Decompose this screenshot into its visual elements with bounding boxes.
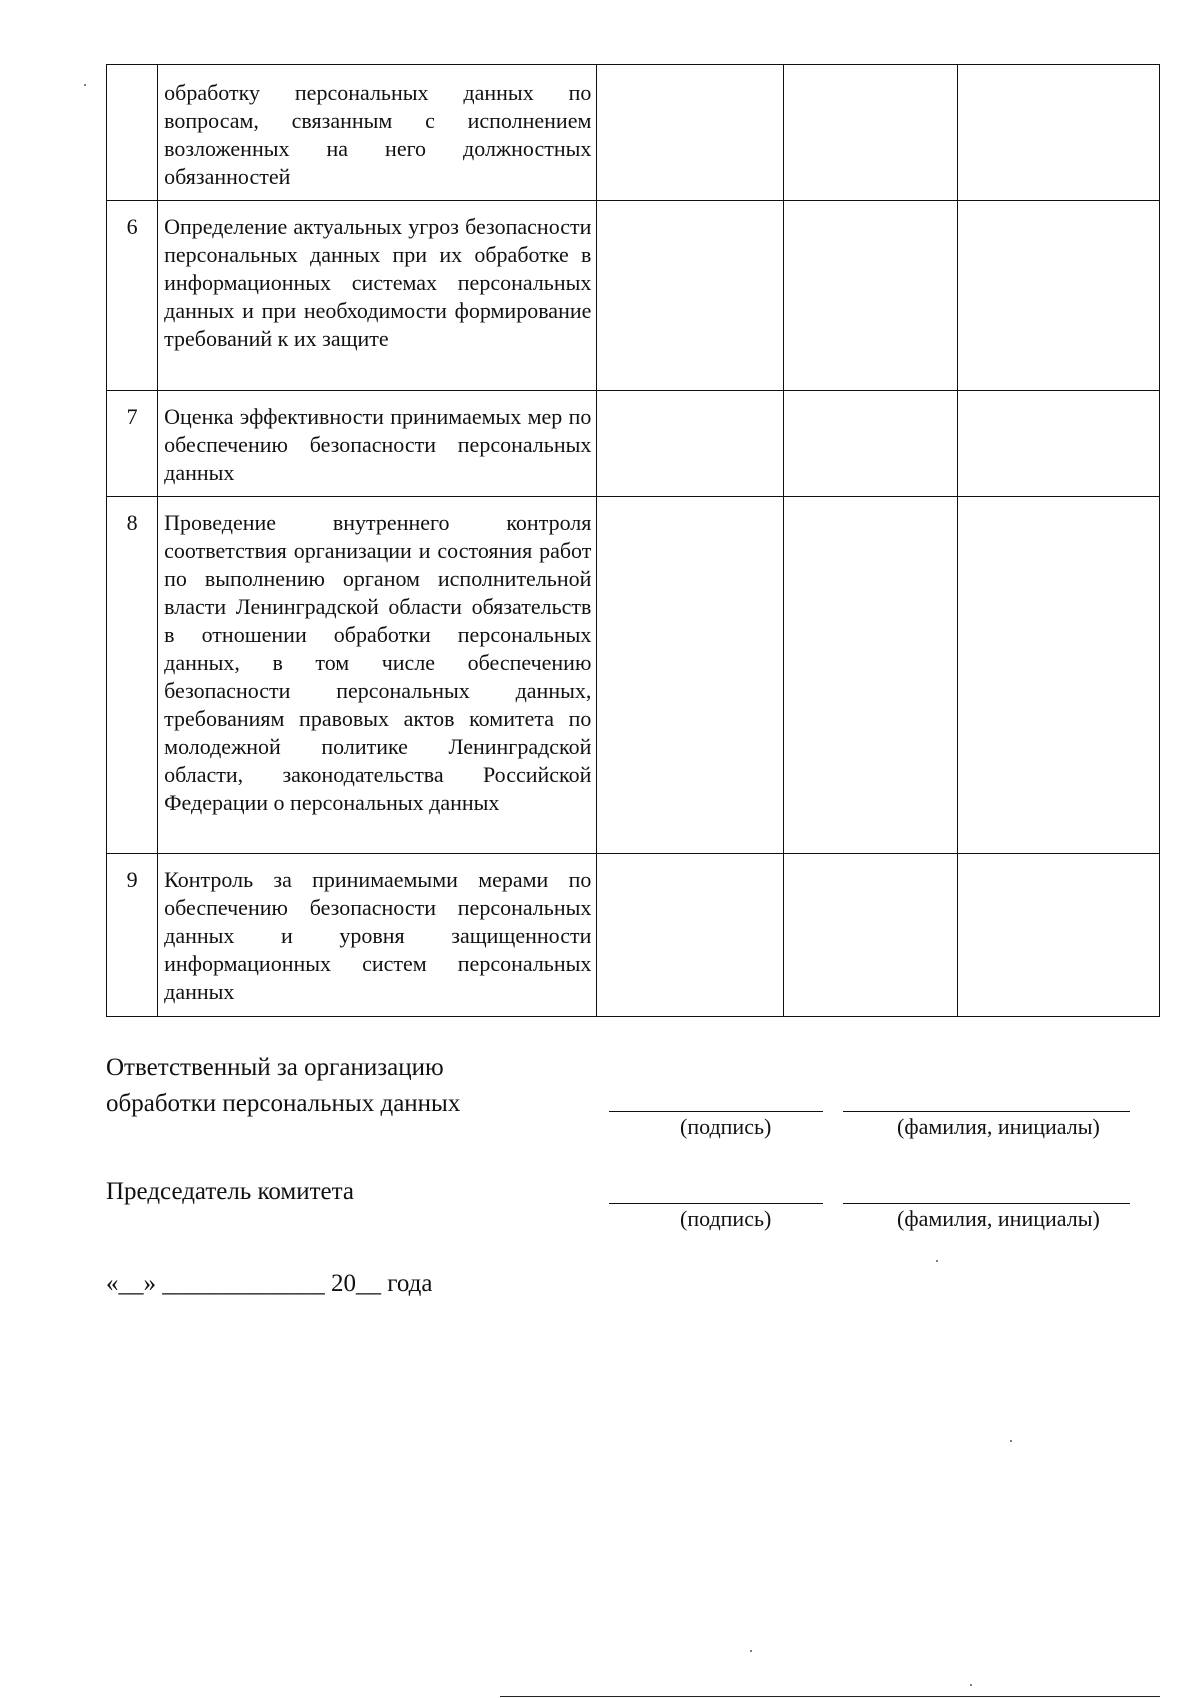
empty-cell: [958, 391, 1160, 497]
scan-speck: [84, 84, 86, 86]
plan-table: [106, 64, 1160, 1017]
responsible-signature-line: [609, 1111, 823, 1112]
row-number: 6: [107, 201, 158, 391]
empty-cell: [597, 854, 784, 1017]
chairman-signature-line: [609, 1203, 823, 1204]
empty-cell: [597, 497, 784, 854]
empty-cell: [783, 854, 957, 1017]
empty-cell: [783, 497, 957, 854]
empty-cell: [597, 391, 784, 497]
scan-speck: [970, 1684, 972, 1686]
chairman-name-caption: (фамилия, инициалы): [897, 1206, 1100, 1231]
scan-speck: [750, 1650, 752, 1652]
empty-cell: [597, 65, 784, 201]
table-row: [107, 65, 1160, 201]
row-description: обработку персональных данных по вопросам, связанным с исполнением возложенных на него должностных обязанностей: [158, 65, 597, 201]
responsible-signature-caption: (подпись): [680, 1114, 772, 1139]
scan-speck: [1010, 1440, 1012, 1442]
empty-cell: [783, 65, 957, 201]
empty-cell: [597, 201, 784, 391]
table-row: [107, 497, 1160, 854]
empty-cell: [958, 854, 1160, 1017]
row-description: Определение актуальных угроз безопасности персональных данных при их обработке в информационных системах персональных данных и при необходимости формирование требований к их защите: [158, 201, 597, 391]
empty-cell: [958, 497, 1160, 854]
table-row: [107, 391, 1160, 497]
empty-cell: [783, 391, 957, 497]
empty-cell: [958, 201, 1160, 391]
responsible-name-line: [843, 1111, 1130, 1112]
table-row: [107, 854, 1160, 1017]
row-number: 9: [107, 854, 158, 1017]
row-description: Проведение внутреннего контроля соответствия организации и состояния работ по выполнению органом исполнительной власти Ленинградской области обязательств в отношении обработки персональных данных, в том числе обеспечению безопасности персональных данных, требованиям правовых актов комитета по молодежной политике Ленинградской области, законодательства Российской Федерации о персональных данных: [158, 497, 597, 854]
responsible-name-caption: (фамилия, инициалы): [897, 1114, 1100, 1139]
page-bottom-rule: [500, 1696, 1160, 1697]
date-line: «__» _____________ 20__ года: [106, 1270, 433, 1297]
row-description: Контроль за принимаемыми мерами по обеспечению безопасности персональных данных и уровня защищенности информационных систем персональных данных: [158, 854, 597, 1017]
empty-cell: [958, 65, 1160, 201]
responsible-label-line1: Ответственный за организацию: [106, 1054, 444, 1081]
chairman-name-line: [843, 1203, 1130, 1204]
row-number: 8: [107, 497, 158, 854]
responsible-label-line2: обработки персональных данных: [106, 1090, 461, 1117]
scan-speck: [936, 1260, 938, 1262]
chairman-signature-caption: (подпись): [680, 1206, 772, 1231]
table-row: [107, 201, 1160, 391]
empty-cell: [783, 201, 957, 391]
row-description: Оценка эффективности принимаемых мер по обеспечению безопасности персональных данных: [158, 391, 597, 497]
row-number: 7: [107, 391, 158, 497]
row-number: [107, 65, 158, 201]
responsible-label: [106, 1050, 460, 1122]
chairman-label: Председатель комитета: [106, 1178, 354, 1205]
